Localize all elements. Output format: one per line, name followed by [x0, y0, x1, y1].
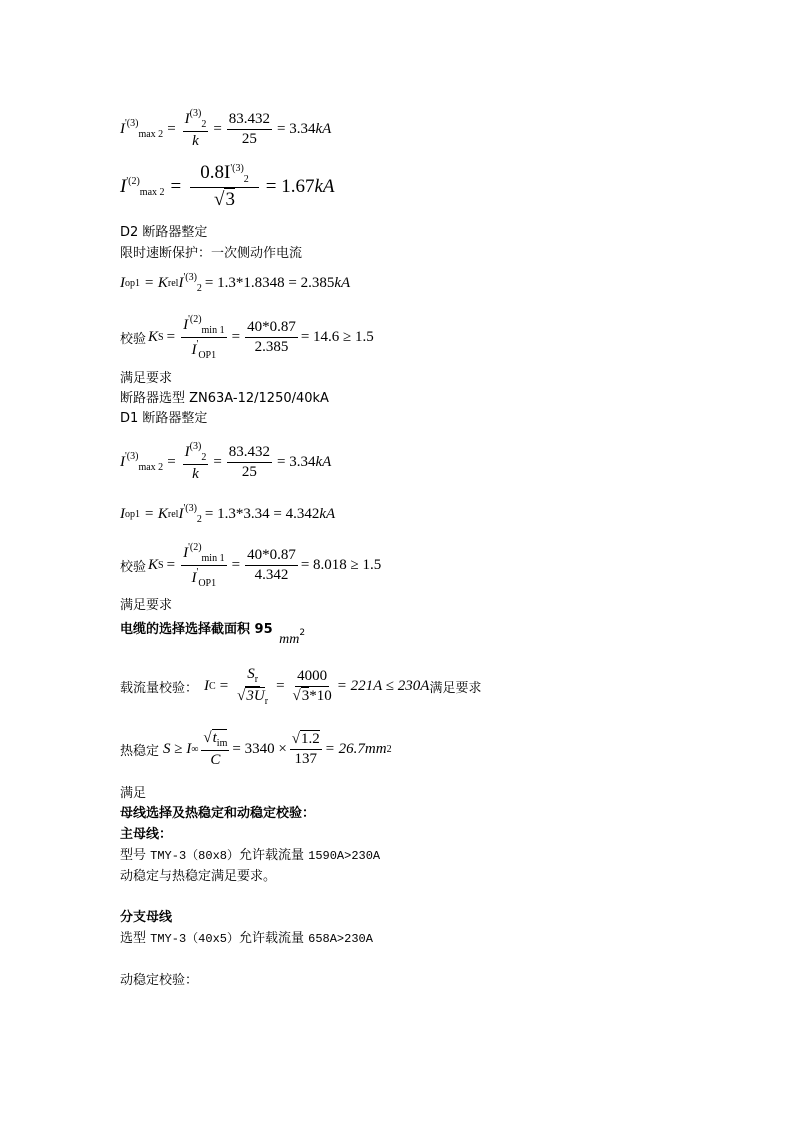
eq-den2: 25	[241, 463, 257, 480]
line-requirement-met: 满足要求	[120, 371, 173, 386]
eq-den-sub: OP1	[198, 350, 217, 361]
eq-num: S	[247, 666, 255, 682]
eq-den2: 2.385	[254, 339, 289, 355]
section-d2-setting: D2 断路器整定	[120, 225, 208, 240]
eq-mid: = K	[144, 274, 168, 291]
cable-heading-text: 电缆的选择选择截面积 95	[120, 622, 273, 637]
line-requirement-met: 满足要求	[120, 598, 173, 613]
fraction	[183, 108, 209, 150]
eq-den: 3U	[246, 688, 265, 704]
eq-sub: rel	[167, 508, 179, 520]
eq-unit: kA	[314, 175, 335, 197]
eq-num-sub: r	[254, 674, 259, 685]
eq-den2-radicand: 3	[301, 688, 310, 704]
eq-num2: 83.432	[227, 444, 272, 463]
eq-num-sub: min 1	[201, 553, 225, 564]
eq-num-sup: (3)	[189, 108, 202, 119]
eq-num2: 4000	[295, 668, 329, 687]
fraction: $\frac{4000}{√3*10}$	[292, 668, 332, 704]
eq-symbol: K	[148, 329, 159, 345]
equation-max-current-2phase: I $^{'(2)}_{max 2}$ = $\frac{0.8I^{'(3)}_2}{√3}$ = 1.67 kA	[120, 162, 335, 210]
eq-rhs: = 8.018 ≥ 1.5	[300, 557, 382, 573]
eq-den2: 25	[241, 130, 257, 147]
line-branch-busbar-spec	[120, 931, 373, 947]
line-main-busbar-ok: 动稳定与热稳定满足要求。	[120, 869, 277, 884]
eq-symbol: I	[204, 678, 210, 694]
eq-sub: S	[158, 560, 164, 571]
eq-den-sub: OP1	[198, 578, 217, 589]
eq-symbol: I	[178, 274, 184, 291]
eq-num2: 1.2	[301, 731, 320, 747]
eq-unit: kA	[334, 274, 351, 291]
eq-symbol: I	[120, 505, 125, 522]
eq-prefix: 校验	[120, 560, 147, 575]
eq-den-sup: '	[196, 567, 199, 578]
eq-num-sub: im	[216, 738, 228, 749]
eq-prefix: 校验	[120, 332, 147, 347]
fraction: $\frac{S_r}{√3U_r}$	[237, 666, 269, 707]
eq-den2: 4.342	[254, 567, 289, 583]
equation-operating-current-d1	[120, 503, 335, 525]
fraction	[181, 542, 227, 589]
eq-rhs: = 14.6 ≥ 1.5	[300, 329, 374, 345]
eq-num-sup: (3)	[189, 441, 202, 452]
eq-sub: max 2	[139, 187, 165, 198]
model-value: TMY-3（40x5）	[150, 932, 239, 946]
eq-num: I	[184, 444, 190, 460]
line-main-busbar-spec	[120, 848, 380, 864]
equation-operating-current-d2	[120, 272, 350, 294]
eq-den2: 137	[294, 751, 318, 767]
eq-sub: ∞	[191, 744, 199, 755]
equation-ampacity-check: 载流量校验： I C = $\frac{S_r}{√3U_r}$ = $\frac{4000}{√3*10}$ = 221A ≤ 230A 满足要求	[120, 666, 482, 707]
eq-rhs: = 3.34	[277, 120, 316, 137]
equation-max-current-3phase-d1: I $^{'(3)}_{max 2}$ = $\frac{I^{(3)}_2}{k}$ = $\frac{83.432}{25}$ = 3.34 kA	[120, 441, 332, 482]
eq-num: I	[184, 111, 190, 127]
fraction	[227, 111, 272, 148]
line-dynamic-stability-check: 动稳定校验：	[120, 973, 199, 988]
eq-rhs: = 1.3*1.8348 = 2.385	[204, 274, 335, 291]
eq-symbol: I	[120, 274, 125, 291]
eq-den: I	[191, 342, 197, 358]
model-label: 型号	[120, 848, 147, 863]
current-label: 允许载流量	[238, 931, 304, 946]
fraction	[183, 441, 209, 483]
heading-cable-selection	[120, 622, 306, 647]
eq-sup: '(3)	[125, 451, 139, 462]
eq-sub: op1	[125, 277, 140, 289]
eq-num: t	[212, 730, 217, 746]
fraction: $\frac{0.8I^{'(3)}_2}{√3}$	[190, 162, 259, 211]
eq-num-sub: 2	[201, 452, 207, 463]
eq-prefix: 载流量校验：	[120, 681, 199, 696]
eq-rhs-sup: 2	[386, 744, 392, 755]
eq-sup: '(3)	[183, 503, 197, 514]
eq-num-sup: '(2)	[188, 542, 202, 553]
eq-symbol: I	[120, 175, 127, 197]
fraction: $\frac{√1.2}{137}$	[291, 731, 320, 767]
model-label: 选型	[120, 931, 147, 946]
eq-sub: op1	[125, 508, 140, 520]
eq-num: 0.8I	[200, 162, 231, 183]
eq-rhs: = 221A ≤ 230A	[336, 678, 430, 694]
line-satisfied: 满足	[120, 786, 147, 801]
fraction: $\frac{√t_{im}}{C}$	[203, 730, 228, 768]
eq-num2: 40*0.87	[245, 547, 298, 566]
eq-sub: max 2	[138, 462, 164, 473]
eq-symbol: I	[120, 453, 125, 470]
eq-den: I	[191, 570, 197, 586]
eq-num: I	[183, 317, 189, 333]
fraction	[245, 319, 298, 356]
equation-max-current-3phase: I $^{'(3)}_{max 2}$ = $\frac{I^{(3)}_2}{k}$ = $\frac{83.432}{25}$ = 3.34 kA	[120, 108, 332, 149]
eq-num: I	[183, 545, 189, 561]
eq-sup: '(2)	[126, 176, 140, 187]
eq-mid: = 3340 ×	[232, 741, 287, 757]
fraction	[181, 314, 227, 361]
eq-sub: 2	[196, 283, 202, 294]
eq-den: C	[210, 752, 221, 768]
eq-symbol: S ≥ I	[163, 741, 192, 757]
eq-sub: max 2	[138, 129, 164, 140]
fraction	[245, 547, 298, 584]
eq-num-sup: '(3)	[230, 163, 244, 174]
eq-sup: '(3)	[183, 272, 197, 283]
eq-den-sup: '	[196, 339, 199, 350]
eq-den: k	[192, 133, 199, 149]
equation-thermal-stability	[120, 730, 392, 769]
eq-mid: = K	[144, 505, 168, 522]
eq-unit: kA	[315, 453, 332, 470]
eq-rhs: = 1.3*3.34 = 4.342	[204, 505, 320, 522]
eq-sub: S	[158, 332, 164, 343]
eq-den: k	[192, 466, 199, 482]
current-value: 658A>230A	[308, 932, 373, 946]
eq-den: 3	[225, 189, 235, 210]
eq-suffix: 满足要求	[429, 681, 482, 696]
eq-unit: kA	[319, 505, 336, 522]
eq-sup: '(3)	[125, 118, 139, 129]
cable-unit-sup: 2	[299, 628, 306, 638]
fraction	[227, 444, 272, 481]
eq-rhs: = 3.34	[277, 453, 316, 470]
model-value: TMY-3（80x8）	[150, 849, 239, 863]
eq-sub: C	[209, 681, 216, 692]
eq-symbol: I	[178, 505, 184, 522]
eq-prefix: 热稳定	[120, 744, 160, 759]
eq-unit: kA	[315, 120, 332, 137]
section-d1-setting: D1 断路器整定	[120, 411, 208, 426]
eq-den-sub: r	[264, 696, 269, 707]
cable-unit: mm	[279, 632, 300, 647]
line-time-limited-protection: 限时速断保护：一次侧动作电流	[120, 246, 303, 261]
line-breaker-model: 断路器选型 ZN63A-12/1250/40kA	[120, 391, 329, 406]
heading-busbar-selection: 母线选择及热稳定和动稳定校验：	[120, 806, 316, 821]
eq-den2-rest: *10	[309, 688, 332, 704]
eq-num-sub: 2	[201, 119, 207, 130]
equation-sensitivity-check-d1: 校验 K S = $\frac{I^{'(2)}_{min 1}}{I'_{OP1}}$ = $\frac{40*0.87}{4.342}$ = 8.018 ≥ 1.5	[120, 542, 382, 589]
eq-num-sub: 2	[243, 174, 249, 185]
eq-rhs: = 1.67	[265, 175, 315, 197]
equation-sensitivity-check-d2: 校验 K S = $\frac{I^{'(2)}_{min 1}}{I'_{OP1}}$ = $\frac{40*0.87}{2.385}$ = 14.6 ≥ 1.5	[120, 314, 374, 361]
heading-main-busbar: 主母线：	[120, 827, 173, 842]
eq-symbol: I	[120, 120, 125, 137]
eq-sub: rel	[167, 277, 179, 289]
current-label: 允许载流量	[238, 848, 304, 863]
eq-num-sub: min 1	[201, 325, 225, 336]
eq-symbol: K	[148, 557, 159, 573]
eq-sub: 2	[196, 514, 202, 525]
heading-branch-busbar: 分支母线	[120, 910, 173, 925]
current-value: 1590A>230A	[308, 849, 381, 863]
eq-num-sup: '(2)	[188, 314, 202, 325]
eq-num2: 40*0.87	[245, 319, 298, 338]
eq-num2: 83.432	[227, 111, 272, 130]
eq-rhs: = 26.7mm	[324, 741, 387, 757]
